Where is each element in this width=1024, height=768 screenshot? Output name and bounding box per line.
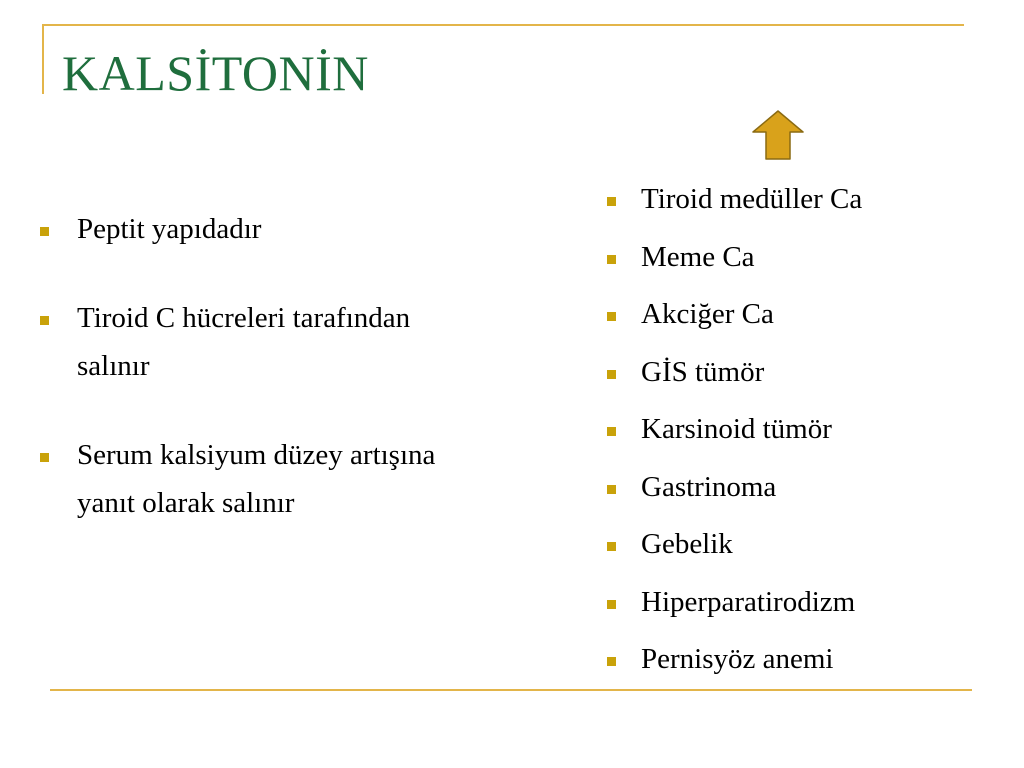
- list-item-text: Karsinoid tümör: [641, 413, 832, 445]
- list-item-text: Peptit yapıdadır: [77, 213, 262, 245]
- list-item-text: Hiperparatirodizm: [641, 585, 856, 618]
- list-item-text-continued: salınır: [77, 350, 150, 382]
- bullet-square-icon: [607, 312, 616, 321]
- list-item-text: Serum kalsiyum düzey artışına: [77, 439, 436, 471]
- bullet-square-icon: [607, 485, 616, 494]
- list-item: [603, 229, 1003, 287]
- list-item: [36, 294, 576, 390]
- list-item-text: Tiroid medüller Ca: [641, 183, 863, 215]
- list-item: [603, 401, 1003, 459]
- list-item: [603, 516, 1003, 574]
- slide-title: KALSİTONİN: [62, 45, 369, 101]
- list-item-text: Meme Ca: [641, 240, 755, 273]
- bullet-square-icon: [607, 197, 616, 206]
- list-item-text: Gebelik: [641, 528, 733, 560]
- list-item: [36, 205, 576, 253]
- list-item: [603, 574, 1003, 632]
- bullet-square-icon: [607, 657, 616, 666]
- list-item: [603, 171, 1003, 229]
- bullet-square-icon: [40, 227, 49, 236]
- list-item-text: Gastrinoma: [641, 470, 777, 503]
- list-item-text: GİS tümör: [641, 355, 765, 388]
- bullet-square-icon: [607, 255, 616, 264]
- bullet-square-icon: [607, 427, 616, 436]
- bullet-square-icon: [40, 453, 49, 462]
- list-item-text: Tiroid C hücreleri tarafından: [77, 302, 411, 334]
- bullet-square-icon: [40, 316, 49, 325]
- list-item: [603, 286, 1003, 344]
- frame-bottom-line: [50, 689, 972, 691]
- list-item-text: Pernisyöz anemi: [641, 643, 834, 675]
- left-bullet-list: [36, 205, 576, 527]
- list-item: [603, 631, 1003, 689]
- list-item: [603, 344, 1003, 402]
- bullet-square-icon: [607, 370, 616, 379]
- list-item: [603, 459, 1003, 517]
- list-item: [36, 431, 576, 527]
- frame-left-line: [42, 24, 44, 94]
- right-bullet-list: [603, 171, 1003, 689]
- bullet-square-icon: [607, 600, 616, 609]
- bullet-square-icon: [607, 542, 616, 551]
- list-item-text: Akciğer Ca: [641, 298, 774, 330]
- up-arrow-icon: [752, 110, 804, 160]
- list-item-text-continued: yanıt olarak salınır: [77, 487, 295, 519]
- frame-top-line: [42, 24, 964, 26]
